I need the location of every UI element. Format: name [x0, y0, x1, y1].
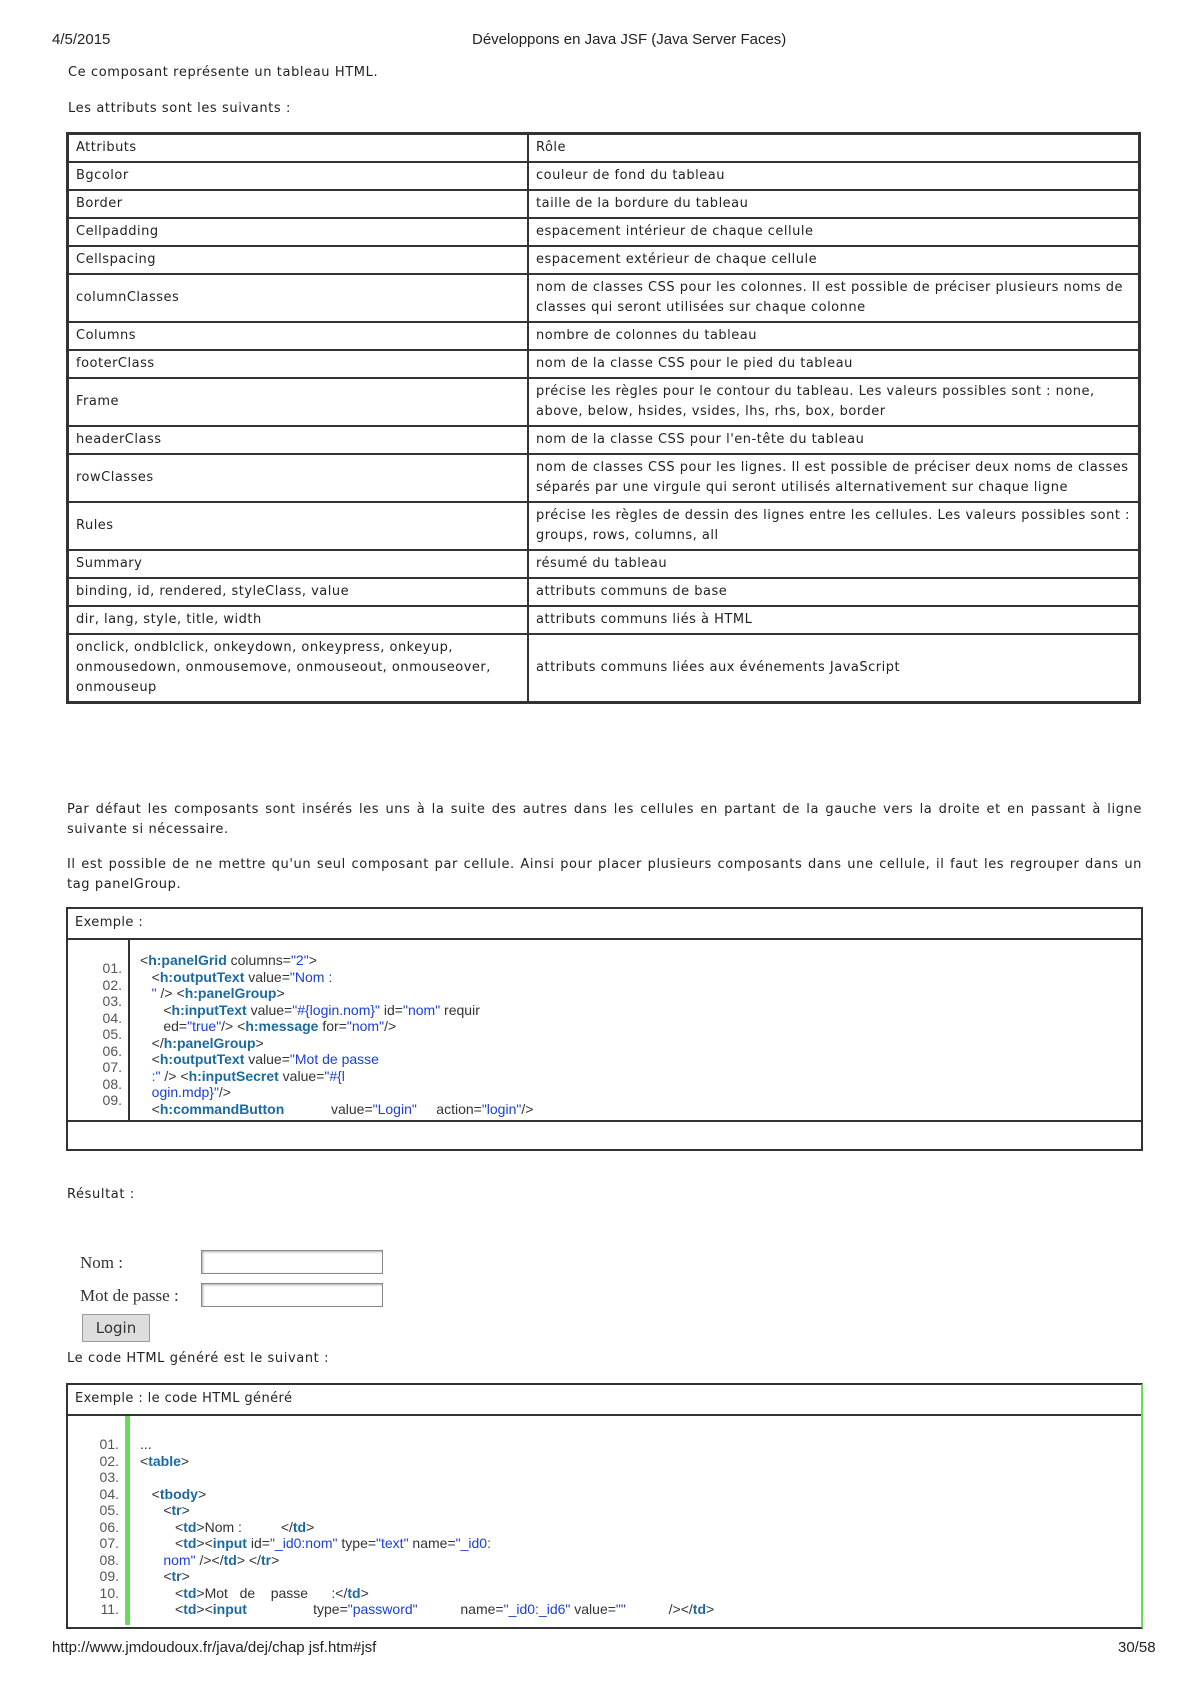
attribute-role-cell: taille de la bordure du tableau [528, 190, 1139, 218]
table-row [68, 578, 1139, 606]
password-input[interactable] [201, 1283, 383, 1307]
intro-text: Les attributs sont les suivants : [68, 101, 291, 116]
attribute-role-cell: nom de la classe CSS pour l'en-tête du tableau [528, 426, 1139, 454]
table-row [68, 378, 1139, 426]
attribute-name-cell: Attributs [68, 134, 528, 162]
attribute-role-cell: espacement extérieur de chaque cellule [528, 246, 1139, 274]
attribute-name-cell: rowClasses [68, 454, 528, 502]
attribute-role-cell: précise les règles de dessin des lignes entre les cellules. Les valeurs possibles sont : groups, rows, columns, all [528, 502, 1139, 550]
attribute-name-cell: Cellspacing [68, 246, 528, 274]
nom-label: Nom : [80, 1253, 123, 1272]
attribute-name-cell: Summary [68, 550, 528, 578]
attribute-name-cell: footerClass [68, 350, 528, 378]
attribute-role-cell: nombre de colonnes du tableau [528, 322, 1139, 350]
attribute-name-cell: Frame [68, 378, 528, 426]
print-date: 4/5/2015 [52, 31, 111, 48]
attribute-name-cell: binding, id, rendered, styleClass, value [68, 578, 528, 606]
example-title: Exemple : le code HTML généré [68, 1385, 1141, 1416]
attribute-name-cell: onclick, ondblclick, onkeydown, onkeypress, onkeyup, onmousedown, onmousemove, onmouseout, onmouseover, onmouseup [68, 634, 528, 702]
table-row [68, 550, 1139, 578]
example-title: Exemple : [68, 909, 1141, 940]
attribute-role-cell: espacement intérieur de chaque cellule [528, 218, 1139, 246]
generated-code-label: Le code HTML généré est le suivant : [67, 1351, 330, 1366]
attribute-role-cell: attributs communs de base [528, 578, 1139, 606]
attribute-name-cell: Rules [68, 502, 528, 550]
attribute-role-cell: nom de la classe CSS pour le pied du tableau [528, 350, 1139, 378]
nom-input[interactable] [201, 1250, 383, 1274]
attribute-role-cell: attributs communs liées aux événements JavaScript [528, 634, 1139, 702]
attribute-name-cell: Cellpadding [68, 218, 528, 246]
attribute-role-cell: précise les règles pour le contour du tableau. Les valeurs possibles sont : none, above, below, hsides, vsides, lhs, rhs, box, border [528, 378, 1139, 426]
result-label: Résultat : [67, 1187, 135, 1202]
intro-text: Ce composant représente un tableau HTML. [68, 65, 379, 80]
attribute-name-cell: headerClass [68, 426, 528, 454]
table-header-row [68, 134, 1139, 162]
attribute-name-cell: Bgcolor [68, 162, 528, 190]
attribute-name-cell: columnClasses [68, 274, 528, 322]
page-number: 30/58 [1118, 1639, 1156, 1656]
attribute-role-cell: couleur de fond du tableau [528, 162, 1139, 190]
table-row [68, 502, 1139, 550]
attribute-name-cell: dir, lang, style, title, width [68, 606, 528, 634]
table-row [68, 190, 1139, 218]
attribute-name-cell: Columns [68, 322, 528, 350]
table-row [68, 322, 1139, 350]
table-row [68, 218, 1139, 246]
line-numbers: 01. 02. 03. 04. 05. 06. 07. 08. 09. [68, 940, 130, 1120]
attributes-table [66, 132, 1141, 704]
attribute-role-cell: attributs communs liés à HTML [528, 606, 1139, 634]
paragraph: Il est possible de ne mettre qu'un seul composant par cellule. Ainsi pour placer plusieurs composants dans une cellule, il faut les regrouper dans un tag panelGroup. [67, 857, 1142, 892]
page-title: Développons en Java JSF (Java Server Faces) [472, 31, 787, 48]
table-row [68, 274, 1139, 322]
table-row [68, 350, 1139, 378]
table-row [68, 454, 1139, 502]
generated-code-box [66, 1383, 1143, 1629]
table-row [68, 606, 1139, 634]
line-numbers: 01. 02. 03. 04. 05. 06. 07. 08. 09. 10. 11. [68, 1416, 130, 1625]
table-row [68, 162, 1139, 190]
table-row [68, 426, 1139, 454]
code-example-box [66, 907, 1143, 1151]
paragraph: Par défaut les composants sont insérés les uns à la suite des autres dans les cellules en partant de la gauche vers la droite et en passant à ligne suivante si nécessaire. [67, 802, 1142, 837]
code-block: <h:panelGrid columns="2"> <h:outputText value="Nom : " /> <h:panelGroup> <h:inputText value="#{login.nom}" id="nom" requir ed="true"/> <h:message for="nom"/> </h:panelGroup> <h:outputText value="Mot de passe :" /> <h:inputSecret value="#{l ogin.mdp}"/> <h:commandButton value="Login" action="login"/> [140, 952, 534, 1117]
login-button[interactable]: Login [82, 1314, 150, 1342]
table-row [68, 246, 1139, 274]
attribute-role-cell: résumé du tableau [528, 550, 1139, 578]
attribute-role-cell: Rôle [528, 134, 1139, 162]
code-block: ... <table> <tbody> <tr> <td>Nom : </td> <td><input id="_id0:nom" type="text" name="_id0: nom" /></td> </tr> <tr> <td>Mot de passe :</td> <td><input type="password" name="_id0:_id6" value="" /></td> [140, 1436, 715, 1617]
table-row [68, 634, 1139, 702]
attribute-role-cell: nom de classes CSS pour les colonnes. Il est possible de préciser plusieurs noms de classes qui seront utilisées sur chaque colonne [528, 274, 1139, 322]
footer-url: http://www.jmdoudoux.fr/java/dej/chap jsf.htm#jsf [52, 1639, 377, 1656]
password-label: Mot de passe : [80, 1286, 179, 1305]
attribute-role-cell: nom de classes CSS pour les lignes. Il est possible de préciser deux noms de classes séparés par une virgule qui seront utilisés alternativement sur chaque ligne [528, 454, 1139, 502]
attribute-name-cell: Border [68, 190, 528, 218]
